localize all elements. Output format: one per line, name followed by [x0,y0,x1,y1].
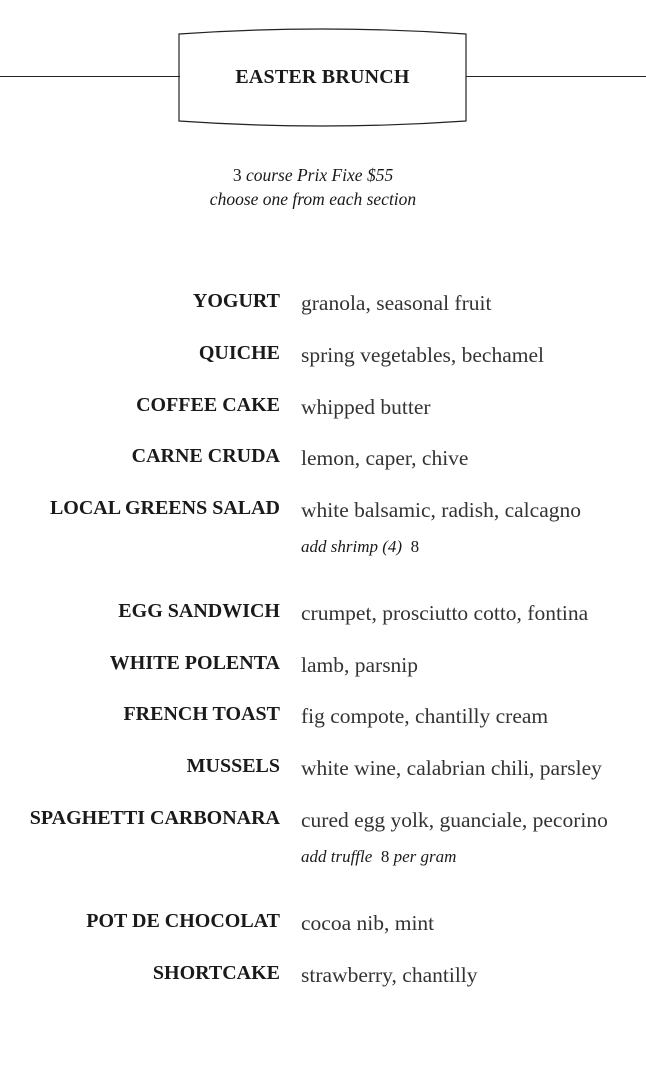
dish-description: granola, seasonal fruit [301,291,492,315]
menu-item [0,703,646,733]
menu-item [0,807,646,837]
addon-price: 8 [380,847,390,866]
title-frame [176,26,469,129]
dish-name: MUSSELS [186,755,280,777]
prix-fixe-line [0,165,626,186]
header-rule-left [0,76,180,77]
prix-fixe-price: $55 [366,165,394,185]
addon-label: add shrimp [301,537,378,556]
dish-description: white balsamic, radish, calcagno [301,498,581,522]
menu-item [0,962,646,992]
dish-name: SPAGHETTI CARBONARA [29,807,280,829]
addon-shrimp [301,537,419,557]
dish-description: fig compote, chantilly cream [301,704,549,728]
dish-description: lemon, caper, chive [301,446,469,470]
dish-description: lamb, parsnip [301,653,419,677]
dish-name: QUICHE [198,342,280,364]
dish-name: SHORTCAKE [152,962,280,984]
dish-description: strawberry, chantilly [301,963,478,987]
choose-instruction: choose one from each section [209,189,417,209]
menu-item [0,910,646,940]
dish-description: whipped butter [301,395,431,419]
menu-item [0,652,646,682]
dish-name: EGG SANDWICH [118,600,280,622]
page-title: EASTER BRUNCH [235,66,410,88]
addon-qty: (4) [382,537,403,556]
dish-name: YOGURT [192,290,280,312]
addon-unit: per gram [393,847,457,866]
dish-description: cured egg yolk, guanciale, pecorino [301,808,608,832]
menu-item [0,600,646,630]
prix-fixe-label: course Prix Fixe [245,165,363,185]
menu-item [0,290,646,320]
dish-name: LOCAL GREENS SALAD [49,497,280,519]
header-rule-right [466,76,646,77]
dish-name: CARNE CRUDA [131,445,280,467]
menu-item [0,342,646,372]
menu-item [0,497,646,527]
menu-item [0,755,646,785]
dish-name: COFFEE CAKE [136,394,280,416]
menu-item [0,445,646,475]
dish-name: POT DE CHOCOLAT [86,910,280,932]
addon-price: 8 [410,537,420,556]
dish-description: crumpet, prosciutto cotto, fontina [301,601,589,625]
dish-name: FRENCH TOAST [123,703,280,725]
menu-item [0,394,646,424]
dish-description: white wine, calabrian chili, parsley [301,756,602,780]
dish-name: WHITE POLENTA [109,652,280,674]
dish-description: cocoa nib, mint [301,911,435,935]
course-count: 3 [232,165,242,185]
dish-description: spring vegetables, bechamel [301,343,544,367]
addon-truffle [301,847,456,867]
addon-label: add truffle [301,847,373,866]
